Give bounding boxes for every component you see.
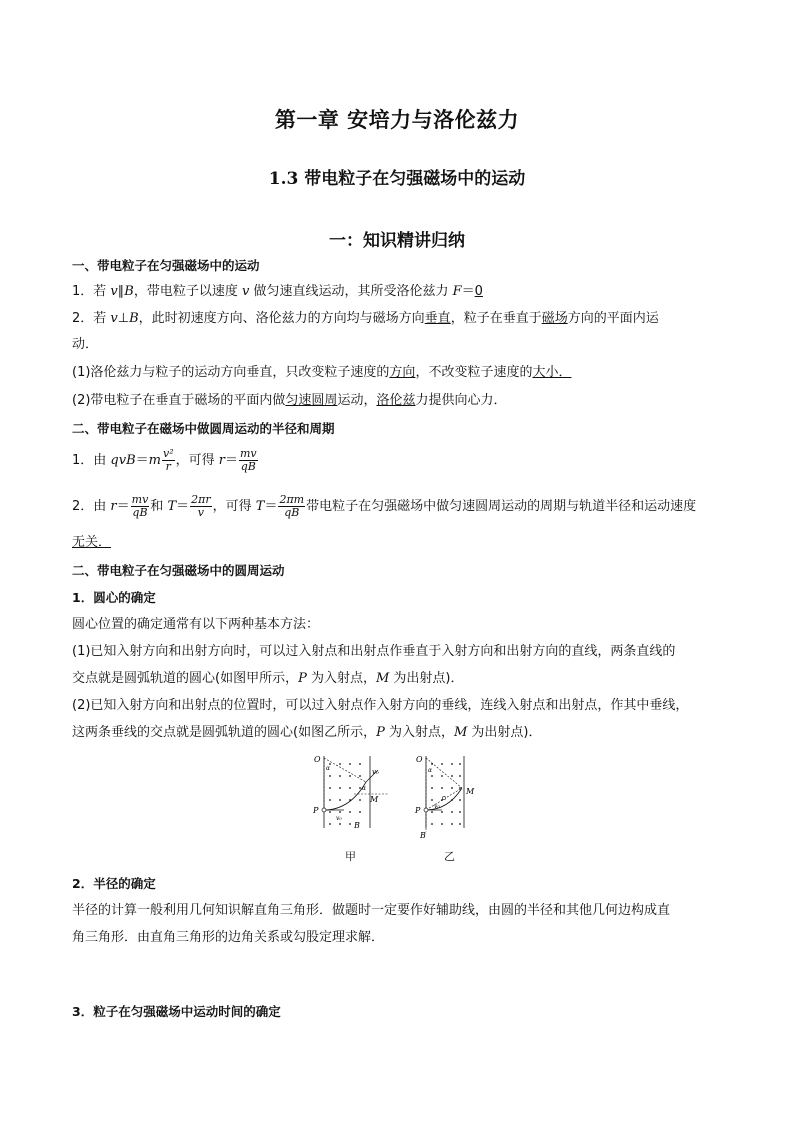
label-alpha: α xyxy=(326,765,331,772)
label-v0: v₀ xyxy=(372,768,379,776)
heading-1: 一、带电粒子在匀强磁场中的运动 xyxy=(72,258,260,273)
label-v0: v₀ xyxy=(434,803,440,810)
label-v0: v₀ xyxy=(336,815,342,822)
heading-3-3: 3．粒子在匀强磁场中运动时间的确定 xyxy=(72,1004,281,1019)
label-alpha: α xyxy=(362,785,367,792)
paragraph-2b: 动． xyxy=(72,337,99,352)
section-title: 1.3 带电粒子在匀强磁场中的运动 xyxy=(268,169,526,189)
paragraph-9b: 这两条垂线的交点就是圆弧轨道的圆心(如图乙所示，P 为入射点，M 为出射点)． xyxy=(72,725,542,740)
label-alpha: α xyxy=(428,767,433,774)
fraction: $\frac{2\pi m}{qB}$ xyxy=(279,493,305,519)
heading-3-1: 1．圆心的确定 xyxy=(72,590,156,605)
paragraph-8a: (1)已知入射方向和出射方向时，可以过入射点和出射点作垂直于入射方向和出射方向的直线，两条直线的 xyxy=(72,644,676,659)
chapter-title: 第一章 安培力与洛伦兹力 xyxy=(274,107,520,132)
formula-radius: 1．由 qvB＝m $\frac{\text{v²}}{r}$ ，可得 r＝ $\frac{mv}{qB}$ xyxy=(72,447,257,473)
paragraph-2a: 2．若 v⊥B，此时初速度方向、洛伦兹力的方向均与磁场方向垂直，粒子在垂直于磁场方向的平面内运 xyxy=(72,311,659,326)
paragraph-3: (1)洛伦兹力与粒子的运动方向垂直，只改变粒子速度的方向，不改变粒子速度的大小． xyxy=(72,365,572,380)
figure-jia xyxy=(312,755,388,830)
formula-period: 2．由 r＝ $\frac{mv}{qB}$ 和 T＝ $\frac{2\pi r}{v}$ ，可得 T＝ $\frac{2\pi m}{qB}$ 带电粒子在匀强磁场中做匀速圆周运动的周期与轨道半径和运动速度 xyxy=(72,493,697,519)
paragraph-1: 1．若 v∥B，带电粒子以速度 v 做匀速直线运动，其所受洛伦兹力 F＝0 xyxy=(72,284,483,299)
figure-yi xyxy=(414,755,475,840)
label-m: M xyxy=(370,795,379,804)
paragraph-10a: 半径的计算一般利用几何知识解直角三角形．做题时一定要作好辅助线，由圆的半径和其他几何边构成直 xyxy=(72,903,671,918)
label-m: M xyxy=(466,787,475,796)
paragraph-6b: 无关． xyxy=(72,535,112,550)
fraction: $\frac{2\pi r}{v}$ xyxy=(191,493,211,519)
label-b: B xyxy=(420,831,426,840)
field-dots xyxy=(329,763,361,825)
paragraph-4: (2)带电粒子在垂直于磁场的平面内做匀速圆周运动，洛伦兹力提供向心力． xyxy=(72,393,507,408)
paragraph-7: 圆心位置的确定通常有以下两种基本方法： xyxy=(72,617,320,632)
paragraph-10b: 角三角形．由直角三角形的边角关系或勾股定理求解． xyxy=(72,930,385,945)
paragraph-9a: (2)已知入射方向和出射点的位置时，可以过入射点作入射方向的垂线，连线入射点和出射点，作其中垂线， xyxy=(72,698,689,713)
field-dots xyxy=(431,763,461,825)
paragraph-8b: 交点就是圆弧轨道的圆心(如图甲所示，P 为入射点，M 为出射点)． xyxy=(72,671,464,686)
label-p: P xyxy=(415,806,421,815)
label-p: P xyxy=(313,806,319,815)
label-o: O xyxy=(416,755,423,764)
part-title: 一：知识精讲归纳 xyxy=(329,231,465,251)
fraction: $\frac{\text{v²}}{r}$ xyxy=(162,447,174,473)
heading-2: 二、带电粒子在磁场中做圆周运动的半径和周期 xyxy=(72,421,335,436)
magnetic-field-figure xyxy=(310,752,490,864)
label-b: B xyxy=(354,821,360,830)
figure-caption-jia: 甲 xyxy=(345,850,356,863)
fraction: $\frac{mv}{qB}$ xyxy=(239,447,257,473)
figure-caption-yi: 乙 xyxy=(444,850,455,863)
heading-3-2: 2．半径的确定 xyxy=(72,876,156,891)
label-o: O xyxy=(314,755,321,764)
heading-3: 二、带电粒子在匀强磁场中的圆周运动 xyxy=(72,563,285,578)
fraction: $\frac{mv}{qB}$ xyxy=(131,493,149,519)
